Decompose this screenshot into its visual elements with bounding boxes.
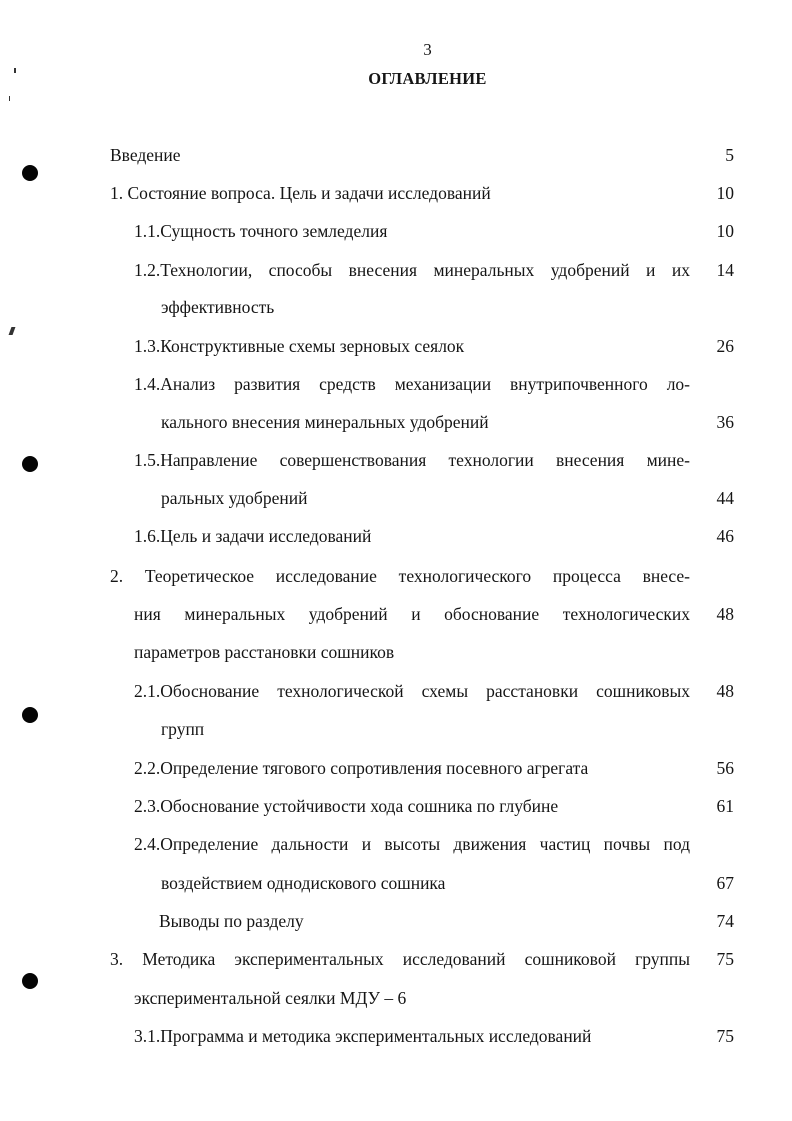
toc-entry-title: 3.1.Программа и методика экспериментальных исследований (134, 1026, 592, 1046)
toc-entry-title-cont: эффективность (161, 297, 275, 317)
toc-entry-page: 48 (716, 681, 734, 701)
toc-entry-title: 2.3.Обоснование устойчивости хода сошника по глубине (134, 796, 559, 816)
toc-entry-title: 2.1.Обоснование технологической схемы расстановки сошниковых (134, 681, 690, 701)
toc-entry-page: 36 (716, 412, 734, 432)
toc-entry-page: 75 (716, 1026, 734, 1046)
toc-entry-page: 14 (716, 260, 734, 280)
toc-entry-title-cont: групп (161, 719, 205, 739)
toc-entry-title: 1.2.Технологии, способы внесения минеральных удобрений и их (134, 260, 690, 280)
toc-entry-page: 10 (716, 183, 734, 203)
toc-entry-title: 1. Состояние вопроса. Цель и задачи исследований (110, 183, 491, 203)
page-title: ОГЛАВЛЕНИЕ (368, 69, 487, 88)
toc-entry-page: 5 (725, 145, 734, 165)
toc-entry-page: 46 (716, 526, 734, 546)
toc-entry-title-cont: экспериментальной сеялки МДУ – 6 (134, 988, 407, 1008)
toc-entry-page: 56 (716, 758, 734, 778)
toc-entry-page: 61 (716, 796, 734, 816)
toc-entry-title: 1.1.Сущность точного земледелия (134, 221, 388, 241)
toc-entry-page: 48 (716, 604, 734, 624)
toc-entry-title-cont: кального внесения минеральных удобрений (161, 412, 489, 432)
toc-entry-page: 26 (716, 336, 734, 356)
toc-entry-title: 3. Методика экспериментальных исследований сошниковой группы (110, 949, 690, 969)
toc-entry-title: Введение (110, 145, 181, 165)
toc-entry-page: 67 (716, 873, 734, 893)
toc-entry-title: 1.6.Цель и задачи исследований (134, 526, 372, 546)
toc-entry-page: 74 (716, 911, 734, 931)
toc-entry-title: 1.5.Направление совершенствования технологии внесения мине- (134, 450, 690, 470)
toc-entry-title: Выводы по разделу (159, 911, 304, 931)
toc-entry-title: 1.4.Анализ развития средств механизации внутрипочвенного ло- (134, 374, 690, 394)
toc-entry-title: 1.3.Конструктивные схемы зерновых сеялок (134, 336, 465, 356)
toc-entry-title: 2. Теоретическое исследование технологического процесса внесе- (110, 566, 690, 586)
toc-entry-title-cont: параметров расстановки сошников (134, 642, 395, 662)
toc-entry-title: 2.2.Определение тягового сопротивления посевного агрегата (134, 758, 589, 778)
toc-entry-page: 10 (716, 221, 734, 241)
toc-entry-title-cont: воздействием однодискового сошника (161, 873, 446, 893)
toc-entry-title: 2.4.Определение дальности и высоты движения частиц почвы под (134, 834, 690, 854)
toc-entry-page: 44 (716, 488, 734, 508)
page-number: 3 (423, 40, 432, 59)
toc-entry-page: 75 (716, 949, 734, 969)
toc-entry-title-cont: ральных удобрений (161, 488, 308, 508)
toc-entry-title-cont: ния минеральных удобрений и обоснование технологических (134, 604, 690, 624)
